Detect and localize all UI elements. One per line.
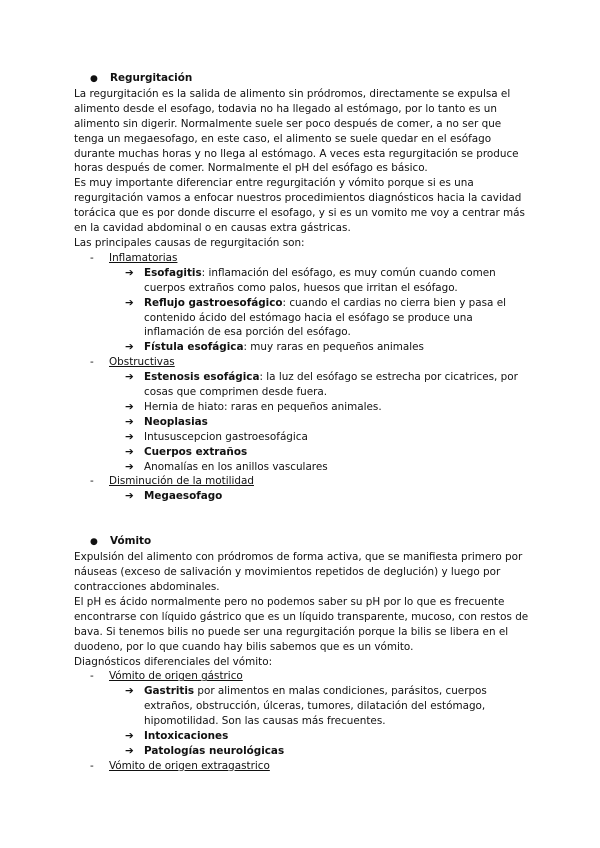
- arrow-icon: ➔: [125, 400, 134, 413]
- arrow-icon: ➔: [125, 371, 134, 384]
- arrow-icon: ➔: [125, 685, 134, 698]
- arrow-icon: ➔: [125, 430, 134, 443]
- list-item: ➔ Megaesofago: [125, 490, 223, 503]
- bullet-icon: ●: [90, 537, 98, 548]
- paragraph: Expulsión del alimento con pródromos de forma activa, que se manifiesta primero por náuseas (exceso de salivación y movimientos repetidos de deglución) y luego por contracciones abdominales.: [74, 551, 523, 593]
- category-item: - Vómito de origen gástrico: [90, 670, 243, 683]
- list-item: ➔ Fístula esofágica: muy raras en pequeños animales: [125, 341, 424, 354]
- paragraph: Las principales causas de regurgitación son:: [74, 236, 305, 249]
- list-item: ➔ Esofagitis: inflamación del esófago, es muy común cuando comen cuerpos extraños como palos, huesos que irritan el esófago.: [125, 266, 496, 294]
- arrow-icon: ➔: [125, 460, 134, 473]
- list-item: ➔ Neoplasias: [125, 415, 208, 428]
- arrow-icon: ➔: [125, 341, 134, 354]
- arrow-icon: ➔: [125, 296, 134, 309]
- list-item: ➔ Intususcepcion gastroesofágica: [125, 430, 308, 443]
- list-item: ➔ Patologías neurológicas: [125, 744, 285, 757]
- bullet-icon: ●: [90, 74, 98, 84]
- arrow-icon: ➔: [125, 730, 134, 743]
- paragraph: Diagnósticos diferenciales del vómito:: [74, 655, 273, 668]
- list-item: ➔ Estenosis esofágica: la luz del esófago se estrecha por cicatrices, por cosas que comprimen desde fuera.: [125, 371, 518, 399]
- list-item: ➔ Gastritis por alimentos en malas condiciones, parásitos, cuerpos extraños, obstrucción, úlceras, tumores, dilatación del estómago, hipomotilidad. Son las causas más frecuentes.: [125, 685, 487, 728]
- category-item: - Vómito de origen extragastrico: [90, 759, 270, 772]
- section-heading-regurgitacion: ● Regurgitación: [90, 71, 534, 87]
- list-item: ➔ Hernia de hiato: raras en pequeños animales.: [125, 400, 382, 413]
- arrow-icon: ➔: [125, 445, 134, 458]
- arrow-icon: ➔: [125, 266, 134, 279]
- category-item: - Inflamatorias: [90, 251, 178, 264]
- arrow-icon: ➔: [125, 415, 134, 428]
- paragraph: La regurgitación es la salida de alimento sin pródromos, directamente se expulsa el alimento desde el esofago, todavia no ha llegado al estómago, por lo tanto es un alimento sin digerir. Normalmente suele ser poco después de comer, a no ser que tenga un megaesofago, en este caso, el alimento se suele quedar en el esófago durante muchas horas y no llega al estómago. A veces esta regurgitación se produce horas después de comer. Normalmente el pH del esófago es básico.: [74, 87, 519, 175]
- section-heading-vomito: ● Vómito: [90, 534, 534, 550]
- category-item: - Disminución de la motilidad: [90, 475, 254, 488]
- category-item: - Obstructivas: [90, 356, 175, 369]
- document-page: [74, 71, 534, 774]
- arrow-icon: ➔: [125, 490, 134, 503]
- list-item: ➔ Cuerpos extraños: [125, 445, 248, 458]
- list-item: ➔ Anomalías en los anillos vasculares: [125, 460, 328, 473]
- list-item: ➔ Intoxicaciones: [125, 730, 229, 743]
- paragraph: El pH es ácido normalmente pero no podemos saber su pH por lo que es frecuente encontrarse con líquido gástrico que es un líquido transparente, mucoso, con restos de bava. Si tenemos bilis no puede ser una regurgitación porque la bilis se libera en el duodeno, por lo que cuando hay bilis sabemos que es un vómito.: [74, 595, 529, 653]
- paragraph: Es muy importante diferenciar entre regurgitación y vómito porque si es una regurgitación vamos a enfocar nuestros procedimientos diagnósticos hacia la cavidad torácica que es por donde discurre el esofago, y si es un vomito me voy a centrar más en la cavidad abdominal o en causas extra gástricas.: [74, 177, 525, 235]
- list-item: ➔ Reflujo gastroesofágico: cuando el cardias no cierra bien y pasa el contenido ácido del estómago hacia el esófago se produce una inflamación de esa porción del esófago.: [125, 296, 506, 339]
- arrow-icon: ➔: [125, 744, 134, 757]
